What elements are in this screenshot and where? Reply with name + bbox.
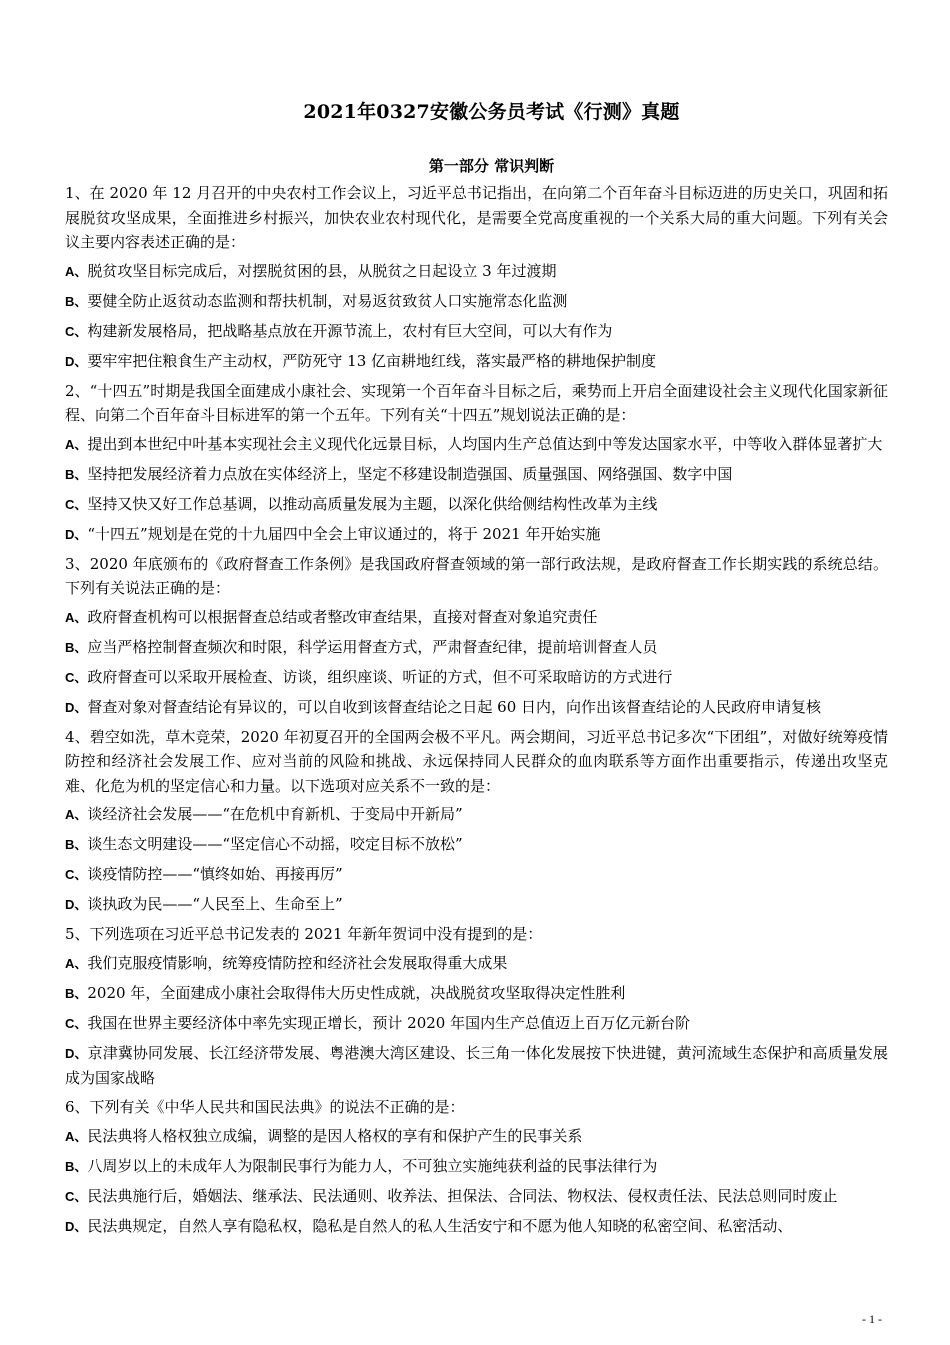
answer-option (65, 802, 888, 828)
answer-option (65, 492, 888, 518)
answer-option (65, 1124, 888, 1150)
question-stem: 1、在 2020 年 12 月召开的中央农村工作会议上，习近平总书记指出，在向第二个百年奋斗目标迈进的历史关口，巩固和拓展脱贫攻坚成果，全面推进乡村振兴，加快农业农村现代化，是需要全党高度重视的一个关系大局的重大问题。下列有关会议主要内容表述正确的是： (65, 184, 888, 251)
option-text: 坚持把发展经济着力点放在实体经济上，坚定不移建设制造强国、质量强国、网络强国、数字中国 (87, 464, 733, 483)
option-letter: C、 (65, 323, 88, 339)
option-letter: C、 (65, 1188, 88, 1204)
option-text: 要健全防止返贫动态监测和帮扶机制，对易返贫致贫人口实施常态化监测 (87, 291, 568, 310)
page-number: - 1 - (862, 1312, 882, 1326)
option-text: 民法典将人格权独立成编，调整的是因人格权的享有和保护产生的民事关系 (87, 1126, 583, 1145)
option-text: 坚持又快又好工作总基调，以推动高质量发展为主题，以深化供给侧结构性改革为主线 (87, 494, 658, 513)
option-letter: A、 (65, 807, 88, 822)
option-text: 京津冀协同发展、长江经济带发展、粤港澳大湾区建设、长三角一体化发展按下快进键，黄河流域生态保护和高质量发展成为国家战略 (65, 1043, 889, 1087)
option-letter: A、 (65, 1128, 88, 1144)
option-letter: B、 (65, 985, 88, 1001)
answer-option (65, 635, 888, 661)
answer-option (65, 432, 888, 458)
answer-option (65, 1041, 888, 1091)
document-title: 2021年0327安徽公务员考试《行测》真题 (303, 101, 680, 123)
option-text: 我国在世界主要经济体中率先实现正增长，预计 2020 年国内生产总值迈上百万亿元新台阶 (87, 1013, 691, 1032)
answer-option (65, 1011, 888, 1037)
answer-option (65, 605, 888, 631)
section-title: 第一部分 常识判断 (428, 157, 555, 175)
answer-option (65, 289, 888, 315)
answer-option (65, 1154, 888, 1180)
question-stem: 5、下列选项在习近平总书记发表的 2021 年新年贺词中没有提到的是： (65, 925, 543, 943)
option-letter: B、 (65, 639, 88, 655)
option-text: 民法典施行后，婚姻法、继承法、民法通则、收养法、担保法、合同法、物权法、侵权责任法、民法总则同时废止 (87, 1186, 838, 1205)
answer-option (65, 1214, 888, 1240)
option-letter: B、 (65, 466, 88, 482)
option-letter: A、 (65, 955, 88, 971)
option-text: 应当严格控制督查频次和时限，科学运用督查方式，严肃督查纪律，提前培训督查人员 (87, 637, 658, 656)
question-stem: 4、碧空如洗，草木竞荣，2020 年初夏召开的全国两会极不平凡。两会期间，习近平总书记多次“下团组”，对做好统筹疫情防控和经济社会发展工作、应对当前的风险和挑战、永远保持同人民群众的血肉联系等方面作出重要指示，传递出攻坚克难、化危为机的坚定信心和力量。以下选项对应关系不一致的是： (65, 727, 888, 795)
option-letter: C、 (65, 496, 88, 512)
option-text: 谈执政为民——“人民至上、生命至上” (87, 895, 343, 913)
question-stem: 6、下列有关《中华人民共和国民法典》的说法不正确的是： (65, 1098, 465, 1116)
answer-option (65, 665, 888, 691)
option-text: 八周岁以上的未成年人为限制民事行为能力人，不可独立实施纯获利益的民事法律行为 (87, 1156, 658, 1175)
option-text: 谈生态文明建设——“坚定信心不动摇，咬定目标不放松” (87, 835, 463, 853)
option-letter: B、 (65, 293, 88, 309)
answer-option (65, 522, 888, 548)
answer-option (65, 319, 888, 345)
answer-option (65, 259, 888, 285)
answer-option (65, 832, 888, 858)
option-letter: B、 (65, 837, 88, 852)
answer-option (65, 862, 888, 888)
option-letter: C、 (65, 867, 88, 882)
option-letter: C、 (65, 669, 88, 685)
option-text: 政府督查可以采取开展检查、访谈，组织座谈、听证的方式，但不可采取暗访的方式进行 (87, 667, 673, 686)
option-letter: D、 (65, 1218, 88, 1234)
question-6 (65, 1095, 888, 1239)
option-letter: D、 (65, 526, 88, 542)
answer-option (65, 981, 888, 1007)
option-text: 要牢牢把住粮食生产主动权，严防死守 13 亿亩耕地红线，落实最严格的耕地保护制度 (87, 351, 657, 370)
answer-option (65, 1184, 888, 1210)
option-letter: D、 (65, 353, 88, 369)
option-text: 提出到本世纪中叶基本实现社会主义现代化远景目标，人均国内生产总值达到中等发达国家水平，中等收入群体显著扩大 (87, 434, 883, 453)
option-text: 谈经济社会发展——“在危机中育新机、于变局中开新局” (87, 805, 463, 823)
question-stem: 3、2020 年底颁布的《政府督查工作条例》是我国政府督查领域的第一部行政法规，是政府督查工作长期实践的系统总结。下列有关说法正确的是： (65, 554, 888, 597)
option-text: 构建新发展格局，把战略基点放在开源节流上，农村有巨大空间，可以大有作为 (87, 321, 613, 340)
option-text: 谈疫情防控——“慎终如始、再接再厉” (87, 865, 343, 883)
option-text: 脱贫攻坚目标完成后，对摆脱贫困的县，从脱贫之日起设立 3 年过渡期 (87, 261, 557, 280)
option-text: “十四五”规划是在党的十九届四中全会上审议通过的，将于 2021 年开始实施 (87, 524, 601, 543)
option-text: 政府督查机构可以根据督查总结或者整改审查结果，直接对督查对象追究责任 (87, 607, 598, 626)
answer-option (65, 349, 888, 375)
option-letter: D、 (65, 1045, 88, 1061)
option-letter: A、 (65, 609, 88, 625)
option-letter: D、 (65, 897, 88, 912)
question-1 (65, 181, 888, 374)
option-text: 督查对象对督查结论有异议的，可以自收到该督查结论之日起 60 日内，向作出该督查结论的人民政府申请复核 (87, 697, 822, 716)
option-letter: A、 (65, 263, 88, 279)
option-letter: C、 (65, 1015, 88, 1031)
option-letter: D、 (65, 699, 88, 715)
answer-option (65, 892, 888, 918)
question-stem: 2、“十四五”时期是我国全面建成小康社会、实现第一个百年奋斗目标之后，乘势而上开启全面建设社会主义现代化国家新征程、向第二个百年奋斗目标进军的第一个五年。下列有关“十四五”规划说法正确的是： (65, 381, 888, 424)
option-text: 我们克服疫情影响，统筹疫情防控和经济社会发展取得重大成果 (87, 953, 508, 972)
question-4 (65, 725, 888, 918)
option-letter: B、 (65, 1158, 88, 1174)
question-3 (65, 552, 888, 721)
answer-option (65, 695, 888, 721)
question-2 (65, 379, 888, 548)
question-5 (65, 922, 888, 1091)
answer-option (65, 462, 888, 488)
option-letter: A、 (65, 436, 88, 452)
option-text: 民法典规定，自然人享有隐私权，隐私是自然人的私人生活安宁和不愿为他人知晓的私密空间、私密活动、 (87, 1216, 793, 1235)
question-list (65, 181, 888, 1239)
option-text: 2020 年，全面建成小康社会取得伟大历史性成就，决战脱贫攻坚取得决定性胜利 (87, 983, 626, 1002)
answer-option (65, 951, 888, 977)
